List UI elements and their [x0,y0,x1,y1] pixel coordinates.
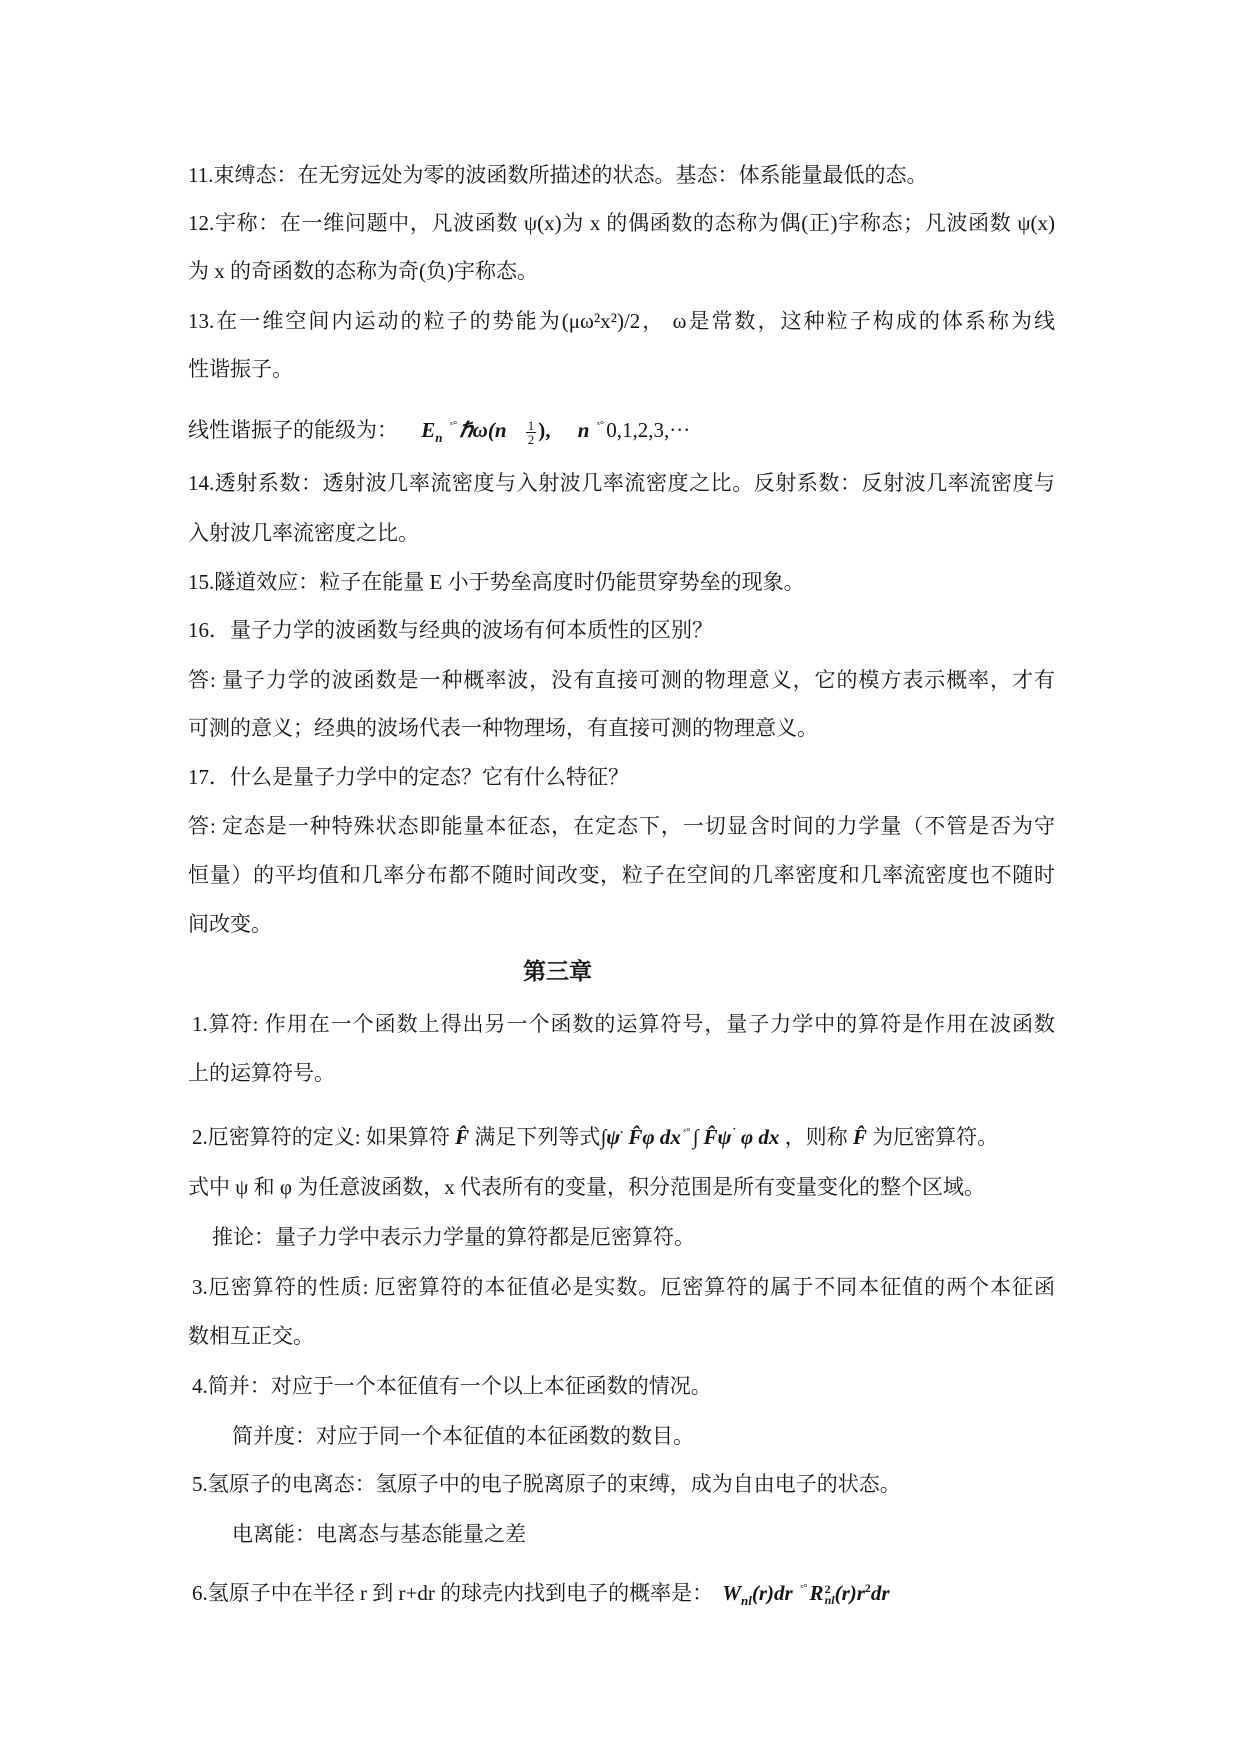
oscillator-energy-formula: $E_n$ ˣ°ℏω(n $\frac{1}{2}$ ), n ˣ°0,1,2,3,··· [421,417,691,447]
ch3-ionization-energy: 电离能：电离态与基态能量之差 [232,1522,526,1546]
hermitian-definition-mid: 满足下列等式 [474,1125,601,1149]
hermitian-definition-then: ，则称 [784,1125,848,1149]
item-16-question: 16．量子力学的波函数与经典的波场有何本质性的区别？ [188,618,713,642]
operator-f-hat: F̂ [455,1125,470,1149]
ch3-item-6-radial-probability [192,1574,1059,1608]
ch3-item-1-operator-line-1: 1.算符: 作用在一个函数上得出另一个函数的运算符号，量子力学中的算符是作用在波函数 [192,1012,1055,1036]
radial-probability-formula: $W_{nl}(r)dr$ ˣ°R 2 nl $(r)r^2dr$ [722,1581,890,1608]
ch3-item-3-properties-line-1: 3.厄密算符的性质: 厄密算符的本征值必是实数。厄密算符的属于不同本征值的两个本征函 [192,1275,1055,1299]
ch3-item-1-operator-line-2: 上的运算符号。 [188,1061,335,1085]
ch3-degeneracy-degree: 简并度：对应于同一个本征值的本征函数的数目。 [232,1424,694,1448]
item-12-parity-line-2: 为 x 的奇函数的态称为奇(负)宇称态。 [188,259,538,283]
item-15-tunneling: 15.隧道效应：粒子在能量 E 小于势垒高度时仍能贯穿势垒的现象。 [188,570,805,594]
item-16-answer-line-1: 答: 量子力学的波函数是一种概率波，没有直接可测的物理意义，它的模方表示概率，才有 [188,668,1055,692]
ch3-item-2-line-2: 式中 ψ 和 φ 为任意波函数，x 代表所有的变量，积分范围是所有变量变化的整个区域。 [188,1175,986,1199]
ch3-corollary: 推论：量子力学中表示力学量的算符都是厄密算符。 [212,1225,695,1249]
item-13-oscillator-line-1: 13.在一维空间内运动的粒子的势能为(μω²x²)/2， ω是常数，这种粒子构成的体系称为线 [188,309,1055,333]
ch3-item-3-properties-line-2: 数相互正交。 [188,1324,314,1348]
ch3-item-4-degeneracy: 4.简并：对应于一个本征值有一个以上本征函数的情况。 [192,1374,712,1398]
item-16-answer-line-2: 可测的意义；经典的波场代表一种物理场，有直接可测的物理意义。 [188,716,818,740]
item-11-bound-state: 11.束缚态：在无穷远处为零的波函数所描述的状态。基态：体系能量最低的态。 [188,163,928,187]
item-14-transmission-line-2: 入射波几率流密度之比。 [188,521,419,545]
item-17-question: 17．什么是量子力学中的定态？它有什么特征？ [188,765,629,789]
item-17-answer-line-3: 间改变。 [188,912,272,936]
radial-probability-label: 6.氢原子中在半径 r 到 r+dr 的球壳内找到电子的概率是： [192,1581,714,1605]
item-12-parity-line-1: 12.宇称：在一维问题中，凡波函数 ψ(x)为 x 的偶函数的态称为偶(正)宇称态；凡波函数 ψ(x) [188,211,1055,235]
ch3-item-2-hermitian-definition [192,1118,1059,1149]
hermitian-definition-label: 2.厄密算符的定义: 如果算符 [192,1125,450,1149]
hermitian-definition-end: 为厄密算符。 [872,1125,999,1149]
ch3-item-5-ionized-state: 5.氢原子的电离态：氢原子中的电子脱离原子的束缚，成为自由电子的状态。 [192,1472,901,1496]
item-13-oscillator-line-2: 性谐振子。 [188,357,293,381]
chapter-title: 第三章 [523,958,592,985]
oscillator-energy-label: 线性谐振子的能级为： [188,418,398,442]
item-14-transmission-line-1: 14.透射系数：透射波几率流密度与入射波几率流密度之比。反射系数：反射波几率流密度与 [188,471,1055,495]
item-17-answer-line-1: 答: 定态是一种特殊状态即能量本征态，在定态下，一切显含时间的力学量（不管是否为守 [188,814,1055,838]
oscillator-energy-levels [188,411,1055,447]
operator-f-hat-2: F̂ [852,1125,867,1149]
hermitian-integral-formula: ∫ψ· F̂φ dx ˣ°∫ F̂ψ˙ φ dx [600,1125,780,1149]
item-17-answer-line-2: 恒量）的平均值和几率分布都不随时间改变，粒子在空间的几率密度和几率流密度也不随时 [188,863,1055,887]
